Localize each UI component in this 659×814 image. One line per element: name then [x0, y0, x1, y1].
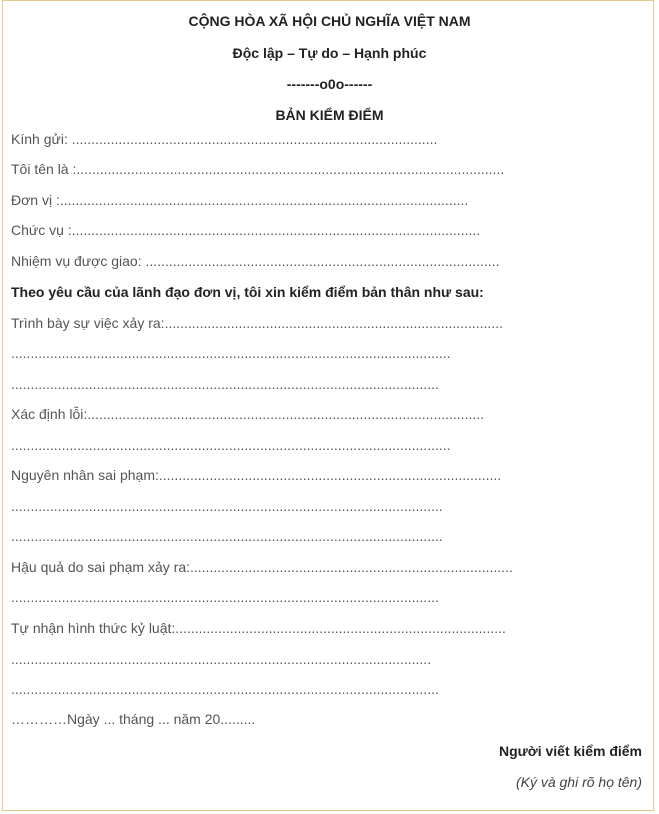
- cause-field: Nguyên nhân sai phạm:........................................................................................: [11, 467, 502, 483]
- incident-field: Trình bày sự việc xảy ra:.......................................................................................: [11, 315, 503, 331]
- discipline-field: Tự nhận hình thức kỷ luật:.....................................................................................: [11, 620, 506, 636]
- consequence-line-2: ..............................................................................................................: [11, 589, 439, 605]
- recipient-field: Kính gửi: ..............................................................................................: [11, 131, 438, 147]
- consequence-field: Hậu quả do sai phạm xảy ra:...................................................................................: [11, 559, 513, 575]
- separator: -------o0o------: [286, 76, 373, 92]
- date-line: …………Ngày ... tháng ... năm 20.........: [11, 711, 256, 727]
- nation-heading: CỘNG HÒA XÃ HỘI CHỦ NGHĨA VIỆT NAM: [188, 13, 471, 29]
- incident-line-3: ..............................................................................................................: [11, 376, 439, 392]
- cause-line-3: ...............................................................................................................: [11, 528, 443, 544]
- fault-line-2: .................................................................................................................: [11, 437, 451, 453]
- position-field: Chức vụ :.........................................................................................................: [11, 222, 481, 238]
- cause-line-2: ...............................................................................................................: [11, 498, 443, 514]
- discipline-line-3: ..............................................................................................................: [11, 681, 439, 697]
- fault-field: Xác định lỗi:......................................................................................................: [11, 406, 485, 422]
- document-title: BẢN KIỂM ĐIỂM: [275, 107, 384, 123]
- motto: Độc lập – Tự do – Hạnh phúc: [232, 45, 427, 61]
- discipline-line-2: ............................................................................................................: [11, 651, 432, 667]
- unit-field: Đơn vị :.........................................................................................................: [11, 192, 469, 208]
- signer-label: Người viết kiểm điểm: [498, 743, 642, 759]
- signature-note: (Ký và ghi rõ họ tên): [515, 774, 642, 790]
- name-field: Tôi tên là :..............................................................................................................: [11, 161, 505, 177]
- assigned-task-field: Nhiệm vụ được giao: ...........................................................................................: [11, 253, 500, 269]
- intro-statement: Theo yêu cầu của lãnh đạo đơn vị, tôi xin kiểm điểm bản thân như sau:: [11, 284, 484, 300]
- incident-line-2: .................................................................................................................: [11, 345, 451, 361]
